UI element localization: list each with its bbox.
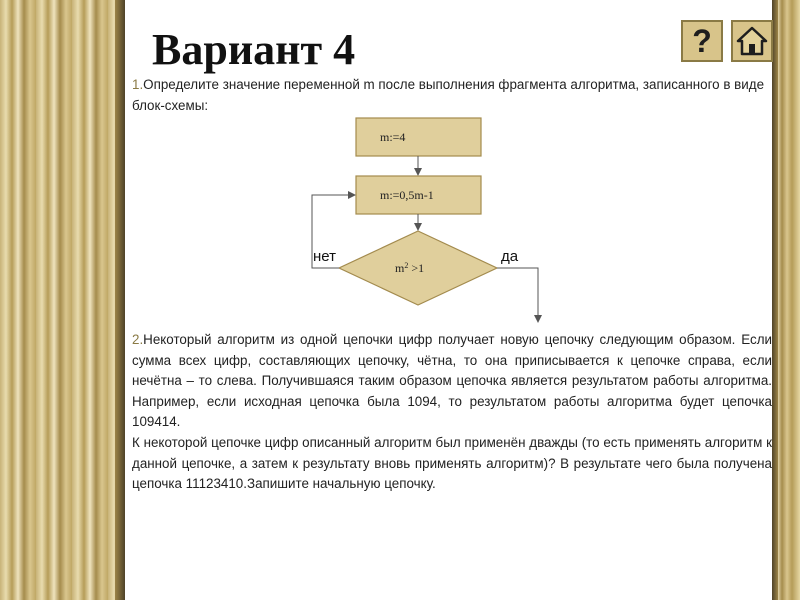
branch-no-label: нет	[313, 248, 336, 265]
decision-label-rest: >1	[408, 261, 425, 275]
task-1-number: 1.	[132, 77, 144, 92]
task-2-paragraph-2: К некоторой цепочке цифр описанный алгоритм был применён дважды (то есть применять алгоритм к данной цепочке, а затем к результату вновь применять алгоритм)? В результате чего была получена цепочка 11123410.Запишите начальную цепочку.	[132, 434, 772, 492]
decision-label-exp: 2	[404, 261, 409, 270]
process-box-1	[356, 118, 481, 156]
process-box-2-label: m:=0,5m-1	[380, 188, 434, 202]
yes-connector	[497, 268, 538, 322]
decision-label-base: m	[395, 261, 405, 275]
task-2-text-1: Некоторый алгоритм из одной цепочки цифр получает новую цепочку следующим образом. Если сумма всех цифр, составляющих цепочку, чётна, то она приписывается к цепочке справа, если нечётна – то слева. Получившаяся таким образом цепочка является результатом работы алгоритма. Например, если исходная цепочка была 1094, то результатом работы алгоритма будет цепочка 109414.	[132, 332, 772, 430]
task-2-paragraph-1	[132, 330, 772, 433]
process-box-1-label: m:=4	[380, 130, 406, 144]
question-icon: ?	[692, 23, 712, 59]
decision-label	[395, 261, 424, 275]
branch-yes-label: да	[501, 248, 519, 265]
task-2	[132, 330, 772, 495]
task-2-number: 2.	[132, 332, 144, 347]
page-title: Вариант 4	[152, 25, 356, 74]
task-1-text: Определите значение переменной m после выполнения фрагмента алгоритма, записанного в виде блок-схемы:	[132, 77, 765, 113]
